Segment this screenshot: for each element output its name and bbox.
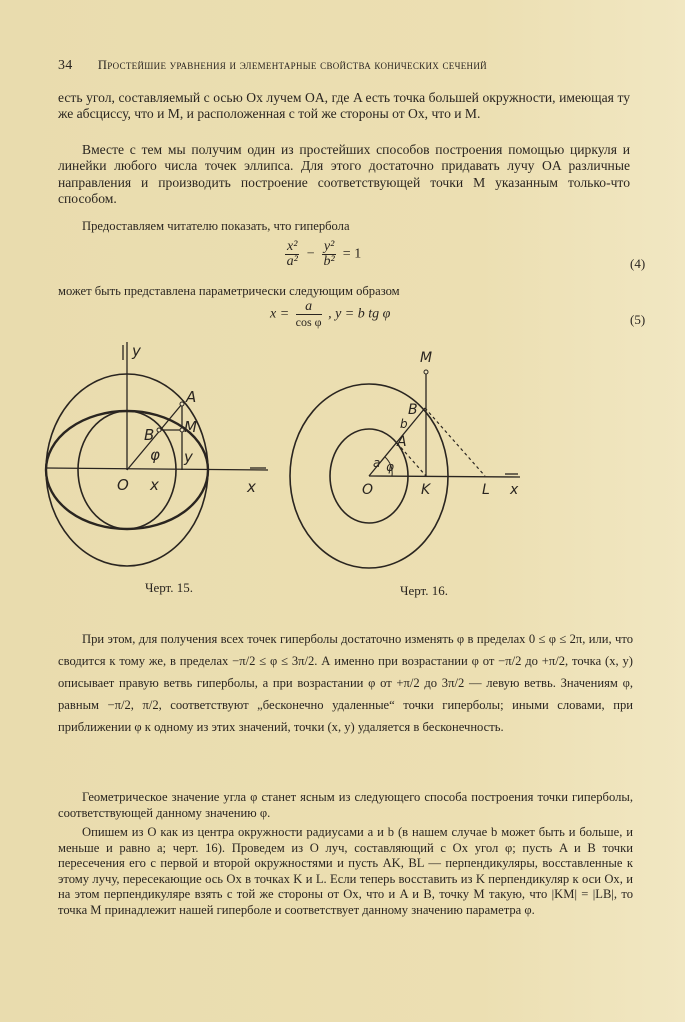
fig16-label-x-axis: x <box>510 482 519 498</box>
paragraph-geometric-meaning: Геометрическое значение угла φ станет ясным из следующего способа построения точки гиперболы, соответствующей данному значению φ. <box>58 790 633 820</box>
point-B <box>157 428 161 432</box>
fig15-label-x-axis: x <box>247 478 256 496</box>
equation-4-label: (4) <box>630 256 646 271</box>
figure-16 <box>290 370 520 568</box>
fig15-label-x: x <box>150 476 159 494</box>
fig16-label-A: A <box>397 434 407 450</box>
eq5-numerator: a <box>296 300 322 315</box>
fig16-label-B: B <box>408 402 418 418</box>
eq4-numerator-2: y² <box>323 239 335 254</box>
paragraph-continuation: есть угол, составляемый с осью Ox лучем OA, где A есть точка большей окружности, имеющая ту же абсциссу, что и M, и расположенная с той же стороны от Ox, что и M. <box>58 90 630 122</box>
point-M <box>424 370 428 374</box>
paragraph-hyperbola-construction: Опишем из O как из центра окружности радиусами a и b (в нашем случае b может быть и больше, и меньше и равно a; черт. 16). Проведем из O луч, составляющий с Ox угол φ; пусть A и B точки пересечения его с первой и второй окружностями и пусть AK, BL — перпендикуляры, восставленные к этому лучу, пересекающие ось Ox в точках K и L. Если теперь восставить из K перпендикуляр к оси Ox, и на этом перпендикуляре взять с той же стороны от Ox, что и A и B, точку M такую, что |KM| = |LB|, то точка M принадлежит нашей гиперболе и соответствует данному значению параметра φ. <box>58 825 633 917</box>
fig16-label-O: O <box>362 482 374 498</box>
fig15-label-A: A <box>186 388 197 406</box>
fig15-label-O: O <box>117 476 129 494</box>
fig15-label-B: B <box>144 426 155 444</box>
fig15-label-phi: φ <box>150 446 160 464</box>
eq4-denominator-2: b² <box>323 254 335 269</box>
eq4-rhs: = 1 <box>342 246 362 262</box>
paragraph-ellipse-construction: Вместе с тем мы получим один из простейших способов построения помощью циркуля и линейки любого числа точек эллипса. Для этого достаточно придавать лучу OA различные направления и производить построение соответствующей точки M указанным только-что способом. <box>58 142 630 207</box>
point-A <box>180 402 184 406</box>
fig16-label-b: b <box>400 417 408 431</box>
fig16-label-phi: φ <box>386 460 394 474</box>
eq4-numerator-1: x² <box>287 239 298 254</box>
fig16-label-K: K <box>421 482 431 498</box>
fig15-label-M: M <box>184 418 197 436</box>
figure-16-caption: Черт. 16. <box>400 583 449 598</box>
fig16-label-M: M <box>420 350 433 366</box>
x-axis <box>369 476 520 477</box>
fig15-label-y-axis: y <box>132 342 141 360</box>
eq4-minus: − <box>305 246 316 262</box>
fig16-label-a: a <box>373 456 381 470</box>
eq4-denominator-1: a² <box>286 254 298 269</box>
fig15-label-y: y <box>184 448 193 466</box>
x-axis <box>46 468 268 470</box>
figure-15-caption: Черт. 15. <box>145 580 194 595</box>
running-title: Простейшие уравнения и элементарные свойства конических сечений <box>97 58 487 72</box>
eq5-rest: , y = b tg φ <box>328 306 391 322</box>
paragraph-hyperbola-range: При этом, для получения всех точек гиперболы достаточно изменять φ в пределах 0 ≤ φ ≤ 2π, или, что сводится к тому же, в пределах −π/2 ≤ φ ≤ 3π/2. А именно при возрастании φ от −π/2 до +π/2, точка (x, y) описывает правую ветвь гиперболы, а при возрастании φ от +π/2 до 3π/2 — левую ветвь. Значениям φ, равным −π/2, π/2, соответствуют „бесконечно удаленные“ точки гиперболы; иными словами, при приближении φ к одному из этих значений, точки (x, y) удаляется в бесконечность. <box>58 632 633 734</box>
page-number: 34 <box>58 58 73 73</box>
paragraph-parametric-intro: может быть представлена параметрически следующим образом <box>58 284 400 298</box>
paragraph-hyperbola-intro: Предоставляем читателю показать, что гипербола <box>82 219 350 233</box>
dashed-BL <box>425 408 485 476</box>
fig16-label-L: L <box>482 482 490 498</box>
equation-5-label: (5) <box>630 312 646 327</box>
eq5-denominator: cos φ <box>295 315 322 329</box>
eq5-lhs: x = <box>270 306 290 322</box>
